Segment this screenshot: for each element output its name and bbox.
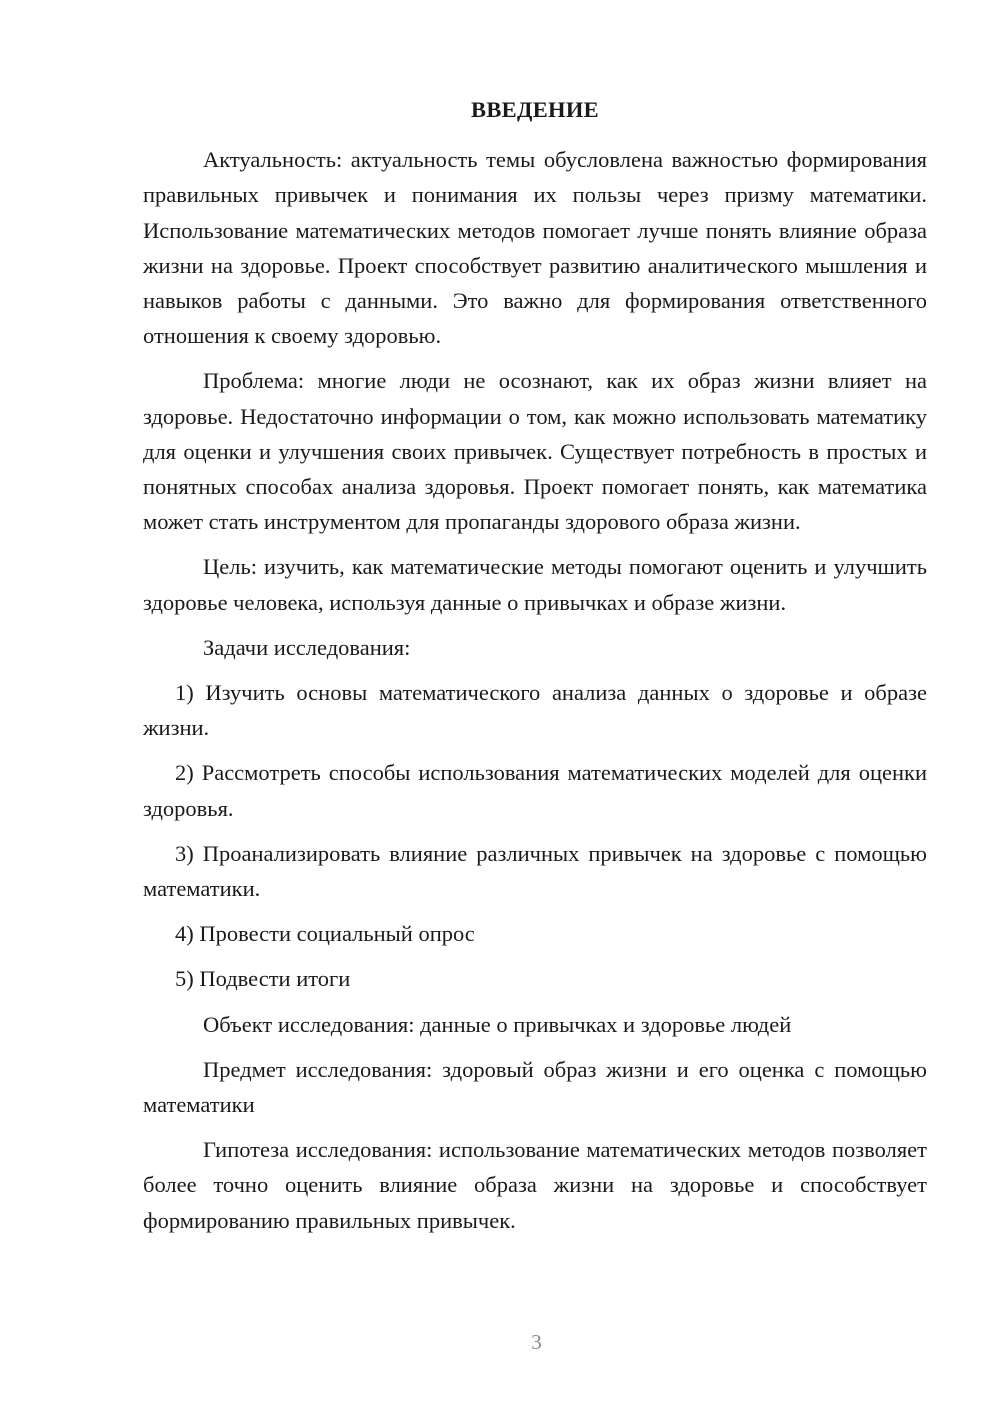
task-item-3: 3) Проанализировать влияние различных привычек на здоровье с помощью математики.	[143, 840, 927, 902]
page-number: 3	[531, 1330, 542, 1354]
research-object-paragraph: Объект исследования: данные о привычках и здоровье людей	[203, 1011, 792, 1037]
research-subject-paragraph: Предмет исследования: здоровый образ жизни и его оценка с помощью математики	[143, 1056, 927, 1118]
relevance-paragraph: Актуальность: актуальность темы обусловлена важностью формирования правильных привычек и понимания их пользы через призму математики. Использование математических методов помогает лучше понять влияние образа жизни на здоровье. Проект способствует развитию аналитического мышления и навыков работы с данными. Это важно для формирования ответственного отношения к своему здоровью.	[143, 147, 927, 349]
hypothesis-paragraph: Гипотеза исследования: использование математических методов позволяет более точно оценить влияние образа жизни на здоровье и способствует формированию правильных привычек.	[143, 1137, 927, 1233]
section-heading: ВВЕДЕНИЕ	[471, 97, 599, 122]
page-content	[143, 92, 927, 1248]
task-item-5: 5) Подвести итоги	[175, 966, 351, 992]
task-item-4: 4) Провести социальный опрос	[175, 921, 475, 947]
goal-paragraph: Цель: изучить, как математические методы помогают оценить и улучшить здоровье человека, используя данные о привычках и образе жизни.	[143, 554, 927, 615]
task-item-1: 1) Изучить основы математического анализа данных о здоровье и образе жизни.	[143, 680, 927, 741]
problem-paragraph: Проблема: многие люди не осознают, как их образ жизни влияет на здоровье. Недостаточно информации о том, как можно использовать математику для оценки и улучшения своих привычек. Существует потребность в простых и понятных способах анализа здоровья. Проект помогает понять, как математика может стать инструментом для пропаганды здорового образа жизни.	[143, 368, 927, 535]
task-item-2: 2) Рассмотреть способы использования математических моделей для оценки здоровья.	[143, 760, 927, 821]
tasks-title: Задачи исследования:	[203, 634, 411, 660]
